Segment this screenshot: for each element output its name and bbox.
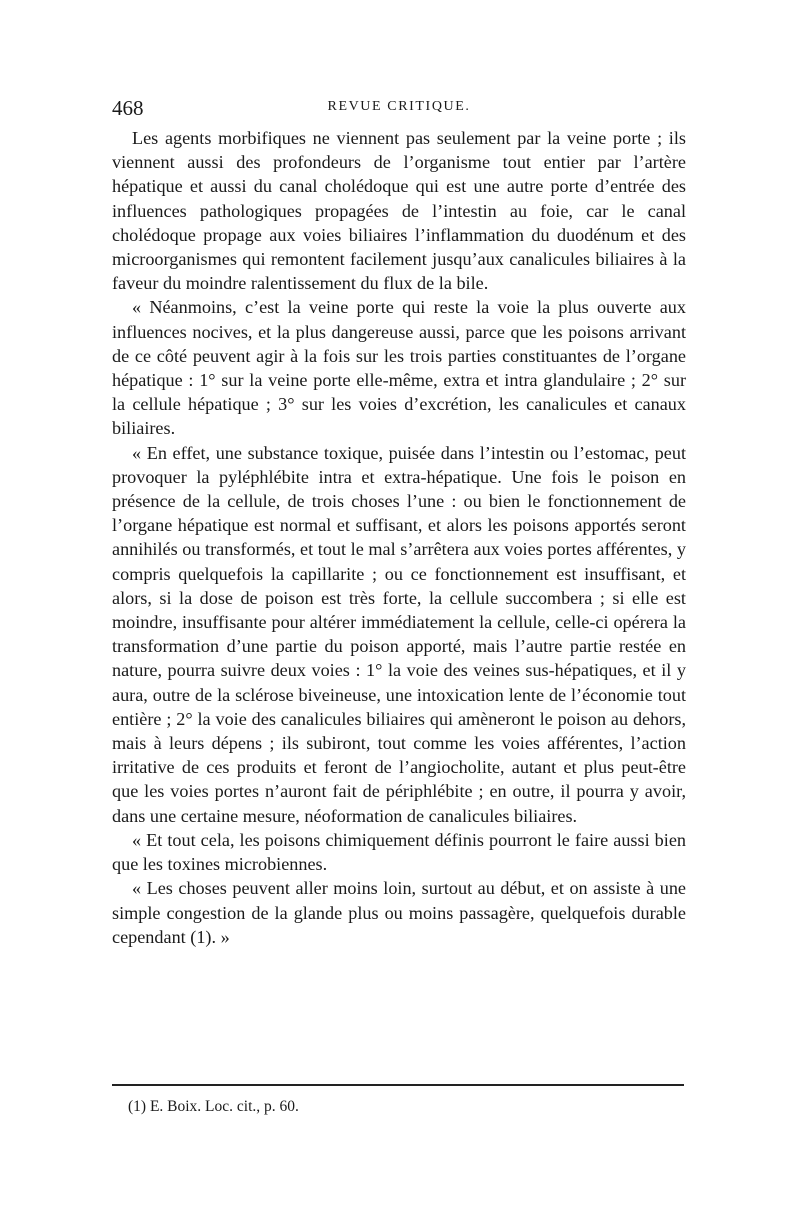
paragraph: « Les choses peuvent aller moins loin, surtout au début, et on assiste à une simple congestion de la glande plus ou moins passagère, quelquefois durable cependant (1). » xyxy=(112,878,686,947)
paragraph: Les agents morbifiques ne viennent pas seulement par la veine porte ; ils viennent aussi des profondeurs de l’organisme tout entier par l’artère hépatique et aussi du canal cholédoque qui est une autre porte d’entrée des influences pathologiques propagées de l’intestin au foie, car le canal cholédoque propage aux voies biliaires l’inflammation du duodénum et des microorganismes qui remontent facilement jusqu’aux canalicules biliaires à la faveur du moindre ralentissement du flux de la bile. xyxy=(112,128,686,294)
page-number: 468 xyxy=(112,96,144,120)
paragraph: « Et tout cela, les poisons chimiquement définis pourront le faire aussi bien que les toxines microbiennes. xyxy=(112,829,686,875)
footnote-rule xyxy=(112,1084,684,1086)
page-header xyxy=(112,96,686,120)
paragraph: « En effet, une substance toxique, puisée dans l’intestin ou l’estomac, peut provoquer la pyléphlébite intra et extra-hépatique. Une fois le poison en présence de la cellule, de trois choses l’une : ou bien le fonctionnement de l’organe hépatique est normal et suffisant, et alors les poisons apportés seront annihilés ou transformés, et tout le mal s’arrêtera aux voies portes afférentes, y compris quelquefois la capillarite ; ou ce fonctionnement est insuffisant, et alors, si la dose de poison est très forte, la cellule succombera ; si elle est moindre, insuffisante pour altérer immédiatement la cellule, celle-ci opérera la transformation d’une partie du poison apporté, mais l’autre partie restée en nature, pourra suivre deux voies : 1° la voie des veines sus-hépatiques, et il y aura, outre de la sclérose biveineuse, une intoxication lente de l’économie tout entière ; 2° la voie des canalicules biliaires qui amèneront le poison au dehors, mais à leurs dépens ; ils subiront, tout comme les voies afférentes, l’action irritative de ces produits et feront de l’angiocholite, autant et plus peut-être que les voies portes n’auront fait de périphlébite ; en outre, il pourra y avoir, dans une certaine mesure, néoformation de canalicules biliaires. xyxy=(112,442,686,826)
paragraph: « Néanmoins, c’est la veine porte qui reste la voie la plus ouverte aux influences nocives, et la plus dangereuse aussi, parce que les poisons arrivant de ce côté peuvent agir à la fois sur les trois parties constituantes de l’organe hépatique : 1° sur la veine porte elle-même, extra et intra glandulaire ; 2° sur la cellule hépatique ; 3° sur les voies d’excrétion, les canalicules et canaux biliaires. xyxy=(112,297,686,439)
body-text xyxy=(112,126,686,949)
running-head: REVUE CRITIQUE. xyxy=(327,99,471,114)
footnote: (1) E. Boix. Loc. cit., p. 60. xyxy=(128,1098,299,1115)
